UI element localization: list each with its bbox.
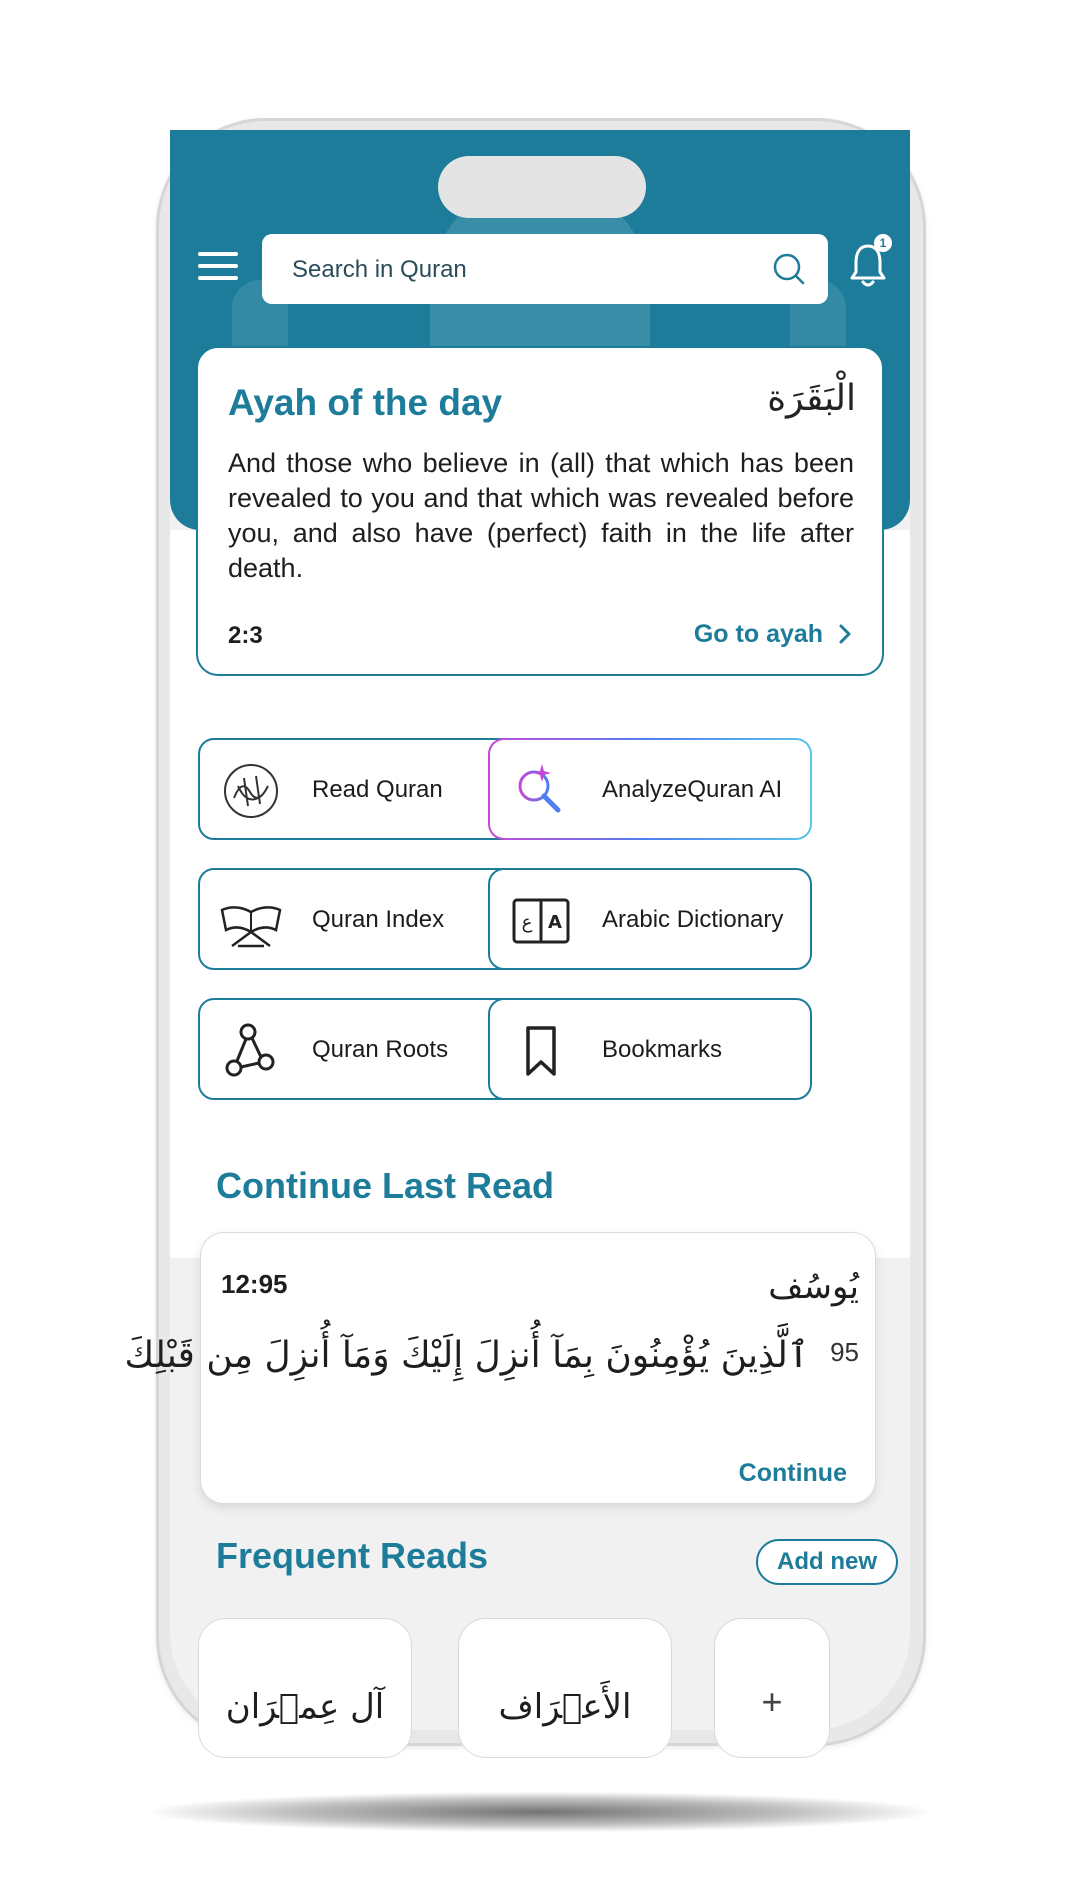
notification-badge: 1 (874, 234, 892, 252)
dictionary-icon (508, 888, 574, 954)
ayah-surah-name: الْبَقَرَة (767, 378, 856, 419)
go-to-ayah-label: Go to ayah (693, 620, 824, 648)
search-input[interactable] (262, 234, 828, 304)
ayah-translation-text: And those who believe in (all) that which has been revealed to you and that which was revealed before you, and also have (perfect) faith in the life after death. (228, 448, 854, 583)
svg-text:A: A (548, 912, 562, 933)
bookmarks-label: Bookmarks (602, 1036, 723, 1063)
last-read-verse-text: ٱلَّذِينَ يُؤْمِنُونَ بِمَآ أُنزِلَ إِلَيْكَ وَمَآ أُنزِلَ مِن قَبْلِكَ (124, 1335, 809, 1376)
frequent-read-card[interactable] (198, 1618, 412, 1758)
last-read-surah-name: يُوسُف (768, 1267, 859, 1307)
arabic-dictionary-label: Arabic Dictionary (602, 906, 784, 933)
arabic-dictionary-button[interactable] (488, 868, 812, 970)
menu-icon[interactable] (198, 252, 238, 282)
verse-number: 95 (830, 1337, 859, 1367)
quran-calligraphy-icon (218, 758, 284, 824)
bookmark-icon (508, 1018, 574, 1084)
add-new-button[interactable]: Add new (756, 1539, 898, 1585)
read-quran-button[interactable] (198, 738, 522, 840)
analyze-quran-ai-label: AnalyzeQuran AI (602, 776, 783, 803)
continue-reading-card[interactable] (124, 1232, 876, 1504)
ai-search-icon (508, 758, 574, 824)
add-frequent-read-card[interactable] (714, 1618, 830, 1758)
ayah-reference: 2:3 (228, 622, 263, 649)
roots-graph-icon (218, 1018, 284, 1084)
svg-text:ع: ع (521, 912, 533, 933)
analyze-quran-ai-button[interactable] (488, 738, 812, 840)
quran-index-button[interactable] (198, 868, 522, 970)
frequent-reads-title: Frequent Reads (216, 1535, 489, 1576)
go-to-ayah-link[interactable] (694, 620, 852, 649)
frequent-read-surah-name: الأَعۡرَاف (498, 1687, 632, 1727)
last-read-reference: 12:95 (221, 1269, 288, 1299)
quran-index-label: Quran Index (312, 906, 445, 933)
read-quran-label: Read Quran (312, 776, 443, 803)
chevron-right-icon (838, 624, 852, 644)
search-placeholder: Search in Quran (292, 256, 467, 283)
plus-icon: + (761, 1681, 783, 1722)
open-book-icon (218, 888, 284, 954)
bookmarks-button[interactable] (488, 998, 812, 1100)
frequent-read-card[interactable] (458, 1618, 672, 1758)
app-screen (124, 130, 910, 1730)
dynamic-island (438, 156, 646, 218)
notification-bell-icon[interactable] (846, 238, 890, 288)
ayah-card-title: Ayah of the day (228, 382, 503, 423)
ayah-of-the-day-card (196, 346, 884, 676)
search-icon[interactable] (772, 252, 806, 286)
continue-link[interactable]: Continue (738, 1459, 847, 1487)
phone-shadow (150, 1792, 930, 1832)
quran-roots-label: Quran Roots (312, 1036, 449, 1063)
continue-last-read-title: Continue Last Read (216, 1165, 555, 1206)
frequent-read-surah-name: آل عِمۡرَان (225, 1687, 385, 1727)
quran-roots-button[interactable] (198, 998, 522, 1100)
